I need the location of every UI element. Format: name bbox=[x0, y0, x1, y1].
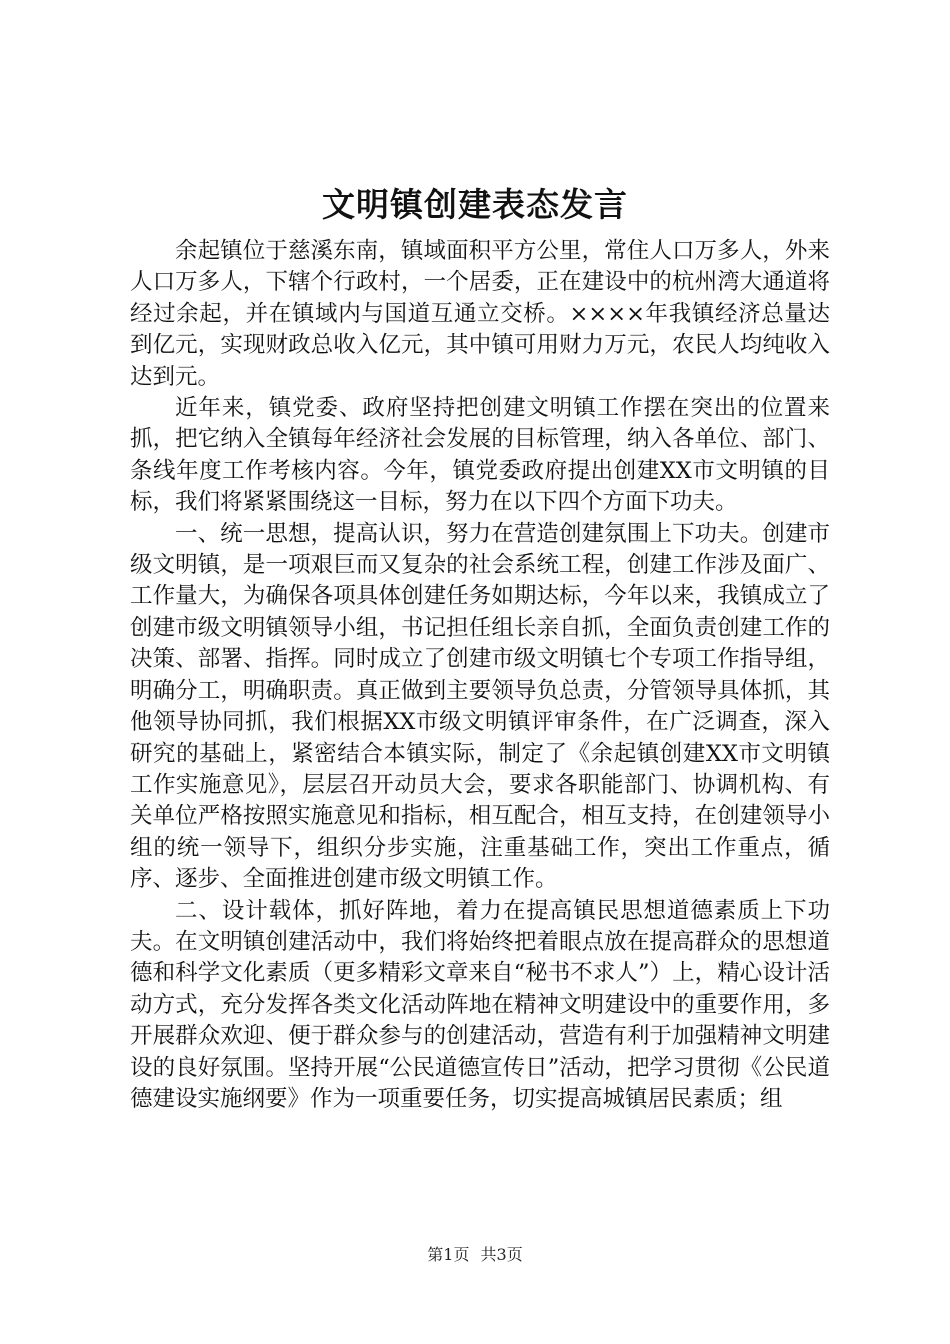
paragraph-3: 一、统一思想，提高认识，努力在营造创建氛围上下功夫。创建市级文明镇，是一项艰巨而又复杂的社会系统工程，创建工作涉及面广、工作量大，为确保各项具体创建任务如期达标，今年以来，我镇成立了创建市级文明镇领导小组，书记担任组长亲自抓，全面负责创建工作的决策、部署、指挥。同时成立了创建市级文明镇七个专项工作指导组，明确分工，明确职责。真正做到主要领导负总责，分管领导具体抓，其他领导协同抓，我们根据XX市级文明镇评审条件，在广泛调查，深入研究的基础上，紧密结合本镇实际，制定了《余起镇创建XX市文明镇工作实施意见》，层层召开动员大会，要求各职能部门、协调机构、有关单位严格按照实施意见和指标，相互配合，相互支持，在创建领导小组的统一领导下，组织分步实施，注重基础工作，突出工作重点，循序、逐步、全面推进创建市级文明镇工作。 bbox=[130, 520, 830, 893]
page-footer bbox=[0, 1244, 950, 1266]
paragraph-1: 余起镇位于慈溪东南，镇域面积平方公里，常住人口万多人，外来人口万多人，下辖个行政村，一个居委，正在建设中的杭州湾大通道将经过余起，并在镇域内与国道互通立交桥。××××年我镇经济总量达到亿元，实现财政总收入亿元，其中镇可用财力万元，农民人均纯收入达到元。 bbox=[130, 238, 830, 390]
paragraph-2: 近年来，镇党委、政府坚持把创建文明镇工作摆在突出的位置来抓，把它纳入全镇每年经济社会发展的目标管理，纳入各单位、部门、条线年度工作考核内容。今年，镇党委政府提出创建XX市文明镇的目标，我们将紧紧围绕这一目标，努力在以下四个方面下功夫。 bbox=[130, 395, 830, 516]
document-body bbox=[130, 236, 830, 1115]
page-number: 第1页 bbox=[427, 1245, 470, 1264]
document-title: 文明镇创建表态发言 bbox=[322, 185, 628, 224]
paragraph-4: 二、设计载体，抓好阵地，着力在提高镇民思想道德素质上下功夫。在文明镇创建活动中，我们将始终把着眼点放在提高群众的思想道德和科学文化素质（更多精彩文章来自“秘书不求人”）上，精心设计活动方式，充分发挥各类文化活动阵地在精神文明建设中的重要作用，多开展群众欢迎、便于群众参与的创建活动，营造有利于加强精神文明建设的良好氛围。坚持开展“公民道德宣传日”活动，把学习贯彻《公民道德建设实施纲要》作为一项重要任务，切实提高城镇居民素质；组 bbox=[130, 897, 830, 1112]
page-total: 共3页 bbox=[480, 1245, 523, 1264]
